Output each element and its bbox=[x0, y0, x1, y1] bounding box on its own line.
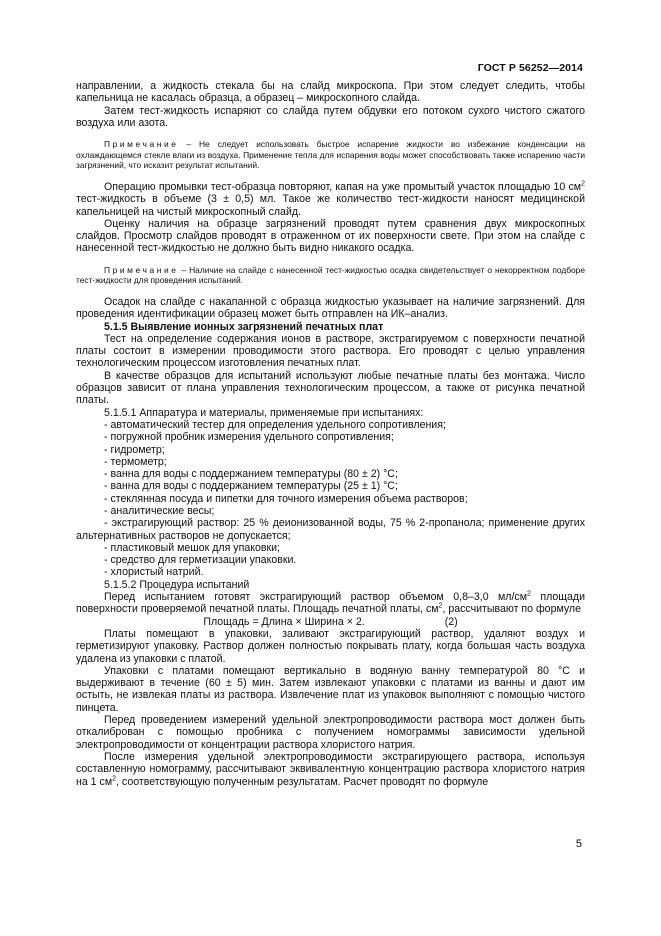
superscript: 2 bbox=[527, 590, 531, 598]
list-item: - ванна для воды с поддержанием температуры (25 ± 1) °С; bbox=[104, 480, 398, 493]
paragraph: Упаковки с платами помещают вертикально в водяную ванну температурой 80 °С и выдерживают в течение (60 ± 5) мин. Затем извлекают упаковки с платами из ванны и дают им остыть, не извлекая платы из раствора. Извлечение плат из упаковок выполняют с помощью чистого пинцета. bbox=[76, 664, 585, 714]
note-label: Примечание bbox=[104, 264, 179, 275]
superscript: 2 bbox=[581, 180, 585, 188]
paragraph: Перед проведением измерений удельной электропроводимости раствора мост должен быть откалиброван с помощью пробника с получением номограммы зависимости удельной электропроводимости от концентрации раствора хлористого натрия. bbox=[76, 714, 585, 751]
list-item: - средство для герметизации упаковки. bbox=[104, 554, 297, 567]
text-span: , соответствующую полученным результатам. Расчет проводят по формуле bbox=[116, 775, 489, 788]
paragraph: Платы помещают в упаковки, заливают экстрагирующий раствор, удаляют воздух и герметизируют упаковку. Раствор должен полностью покрывать плату, когда большая часть воздуха удалена из упаковки с платой. bbox=[76, 627, 585, 665]
text-span: площади поверхности проверяемой печатной платы. Площадь печатной платы, см bbox=[76, 591, 585, 616]
note-text: – Не следует использовать быстрое испарение жидкости во избежание конденсации на охлаждающемся стекле влаги из воздуха. Применение тепла для испарения воды может способствовать также испарению части загрязнений, что исказит результат испытаний. bbox=[76, 139, 585, 171]
text-span: После измерения удельной электропроводимости экстрагирующего раствора, используя составленную номограмму, рассчитывают эквивалентную концентрацию раствора хлористого натрия на 1 см bbox=[76, 750, 585, 788]
list-item: - погружной пробник измерения удельного сопротивления; bbox=[104, 431, 394, 444]
superscript: 2 bbox=[438, 602, 443, 610]
note-label: Примечание bbox=[104, 139, 179, 150]
list-item: - ванна для воды с поддержанием температуры (80 ± 2) °С; bbox=[104, 468, 398, 481]
note bbox=[76, 265, 585, 286]
paragraph: Осадок на слайде с накапанной с образца жидкостью указывает на наличие загрязнений. Для проведения идентификации образец может быть отправлен на ИК–анализ. bbox=[76, 295, 585, 321]
paragraph: Затем тест-жидкость испаряют со слайда путем обдувки его потоком сухого чистого сжатого воздуха или азота. bbox=[76, 104, 585, 129]
list-item: - хлористый натрий. bbox=[104, 566, 204, 579]
note-text: – Наличие на слайде с нанесенной тест-жидкостью осадка свидетельствует о некорректном подборе тест-жидкости для проведения испытаний. bbox=[76, 264, 585, 286]
list-item: - аналитические весы; bbox=[104, 504, 215, 517]
text-span: Операцию промывки тест-образца повторяют, капая на уже промытый участок площадью 10 см bbox=[104, 180, 582, 193]
section-heading: 5.1.5 Выявление ионных загрязнений печатных плат bbox=[104, 320, 384, 333]
superscript: 2 bbox=[112, 774, 117, 782]
paragraph: Тест на определение содержания ионов в растворе, экстрагируемом с поверхности печатной платы состоит в измерении проводимости этого раствора. Его проводят с целью управления технологическим процессом изготовления печатных плат. bbox=[76, 332, 585, 370]
paragraph bbox=[76, 591, 585, 616]
paragraph bbox=[76, 751, 585, 788]
list-item: - гидрометр; bbox=[104, 443, 165, 456]
list-item: - стеклянная посуда и пипетки для точного измерения объема растворов; bbox=[104, 492, 468, 505]
text-span: , рассчитывают по формуле bbox=[442, 603, 582, 616]
paragraph: направлении, а жидкость стекала бы на слайд микроскопа. При этом следует следить, чтобы капельница не касалась образца, а образец – микроскопного слайда. bbox=[76, 80, 585, 105]
subsection-heading: 5.1.5.1 Аппаратура и материалы, применяемые при испытаниях: bbox=[104, 406, 424, 419]
text-span: тест-жидкость в объеме (3 ± 0,5) мл. Такое же количество тест-жидкости наносят медицинской капельницей на чистый микроскопный слайд. bbox=[76, 193, 585, 218]
paragraph bbox=[76, 181, 585, 218]
formula bbox=[76, 616, 585, 628]
list-item: - термометр; bbox=[104, 455, 167, 468]
document-code-header: ГОСТ Р 56252—2014 bbox=[477, 62, 583, 74]
list-item: - пластиковый мешок для упаковки; bbox=[104, 541, 280, 554]
paragraph: В качестве образцов для испытаний используют любые печатные платы без монтажа. Число образцов зависит от плана управления технологическим процессом, а также от рисунка печатной платы. bbox=[76, 369, 585, 407]
formula-number: (2) bbox=[444, 615, 458, 628]
list-item: - автоматический тестер для определения удельного сопротивления; bbox=[104, 418, 446, 431]
page-body bbox=[76, 80, 585, 788]
formula-text: Площадь = Длина × Ширина × 2. bbox=[203, 615, 365, 628]
subsection-heading: 5.1.5.2 Процедура испытаний bbox=[104, 578, 250, 591]
equipment-list bbox=[76, 419, 585, 579]
list-item: - экстрагирующий раствор: 25 % деионизованной воды, 75 % 2-пропанола; применение других альтернативных растворов не допускается; bbox=[76, 517, 585, 542]
page-number: 5 bbox=[575, 838, 582, 850]
note bbox=[76, 139, 585, 171]
paragraph: Оценку наличия на образце загрязнений проводят путем сравнения двух микроскопных слайдов. Просмотр слайдов проводят в отраженном от их поверхности свете. При этом на слайде с нанесенной тест-жидкостью не должно быть видно никакого осадка. bbox=[76, 217, 585, 255]
text-span: Перед испытанием готовят экстрагирующий раствор объемом 0,8–3,0 мл/см bbox=[104, 591, 528, 604]
